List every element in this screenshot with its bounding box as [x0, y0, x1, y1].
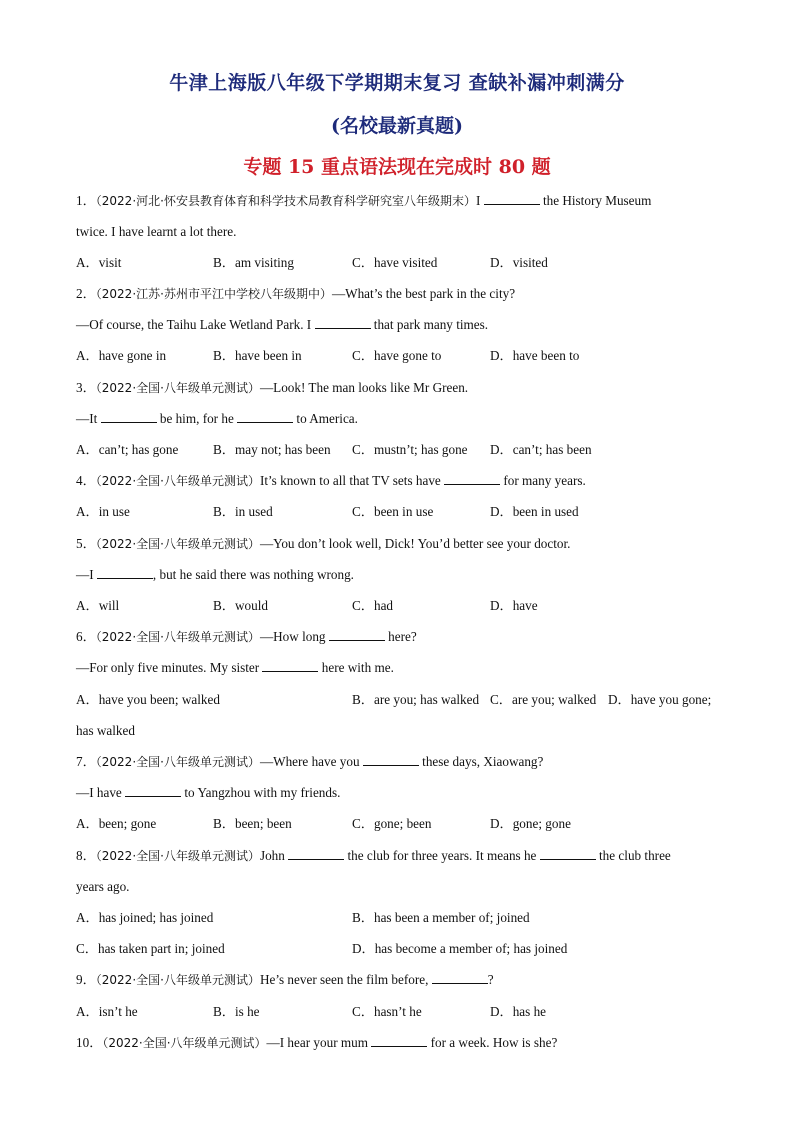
question-source: （2022·全国·八年级单元测试）: [95, 849, 260, 863]
question-text: here?: [388, 629, 417, 644]
question-2: [76, 285, 515, 303]
question-1: [76, 192, 651, 210]
question-number: 4．: [76, 473, 96, 488]
option-c: C．are you; walked: [490, 692, 597, 707]
option-b: B．in used: [213, 504, 273, 519]
question-text: —I have: [76, 785, 122, 800]
question-number: 9．: [76, 972, 96, 987]
question-3-cont: [76, 410, 358, 428]
question-6: [76, 628, 417, 646]
question-text: —What’s the best park in the city?: [331, 286, 516, 301]
question-source: （2022·全国·八年级单元测试）: [95, 474, 260, 488]
question-text: I: [475, 193, 481, 208]
topic-heading: 专题 15 重点语法现在完成时 80 题: [243, 156, 551, 178]
option-d: D．has become a member of; has joined: [352, 941, 568, 956]
document-subtitle: (名校最新真题): [331, 115, 463, 137]
option-c: C．gone; been: [352, 816, 432, 831]
option-b: B．is he: [213, 1004, 260, 1019]
question-1-cont: [76, 223, 236, 241]
answer-blank: [262, 659, 318, 672]
option-c: C．has taken part in; joined: [76, 941, 225, 956]
answer-blank: [432, 971, 488, 984]
question-7: [76, 753, 543, 771]
question-7-cont: [76, 784, 340, 802]
question-text: years ago.: [76, 879, 130, 894]
question-text: here with me.: [321, 660, 394, 675]
question-text: these days, Xiaowang?: [422, 754, 544, 769]
option-c: C．mustn’t; has gone: [352, 442, 468, 457]
question-text: —You don’t look well, Dick! You’d better see your doctor.: [259, 536, 571, 551]
option-b: B．has been a member of; joined: [352, 910, 530, 925]
question-5: [76, 535, 570, 553]
option-a: A．have gone in: [76, 348, 167, 363]
question-text: the club three: [599, 848, 671, 863]
question-text: He’s never seen the film before,: [259, 972, 429, 987]
answer-blank: [484, 192, 540, 205]
option-d: D．been in used: [490, 504, 579, 519]
question-number: 1．: [76, 193, 96, 208]
question-text: —Look! The man looks like Mr Green.: [259, 380, 469, 395]
question-text: , but he said there was nothing wrong.: [152, 567, 354, 582]
answer-blank: [101, 410, 157, 423]
answer-blank: [288, 847, 344, 860]
document-title: 牛津上海版八年级下学期期末复习 查缺补漏冲刺满分: [169, 72, 625, 94]
option-b: B．have been in: [213, 348, 302, 363]
question-text: ?: [487, 972, 494, 987]
option-d: D．have you gone;: [608, 692, 712, 707]
question-source: （2022·全国·八年级单元测试）: [95, 973, 260, 987]
question-6-cont: [76, 659, 394, 677]
option-a: A．been; gone: [76, 816, 157, 831]
question-3: [76, 379, 468, 397]
question-text: to America.: [296, 411, 358, 426]
question-number: 2．: [76, 286, 96, 301]
answer-blank: [540, 847, 596, 860]
question-text: be him, for he: [159, 411, 234, 426]
option-c: C．been in use: [352, 504, 434, 519]
option-b: B．been; been: [213, 816, 292, 831]
answer-blank: [125, 784, 181, 797]
option-a: A．can’t; has gone: [76, 442, 179, 457]
option-a: A．will: [76, 598, 120, 613]
question-8: [76, 847, 671, 865]
option-b: B．would: [213, 598, 268, 613]
question-text: for many years.: [503, 473, 586, 488]
question-text: the club for three years. It means he: [347, 848, 537, 863]
question-number: 5．: [76, 536, 96, 551]
question-source: （2022·全国·八年级单元测试）: [102, 1036, 267, 1050]
question-text: —Where have you: [259, 754, 360, 769]
option-c: C．had: [352, 598, 394, 613]
question-text: —I hear your mum: [266, 1035, 368, 1050]
answer-blank: [444, 472, 500, 485]
question-8-cont: [76, 878, 129, 896]
question-text: twice. I have learnt a lot there.: [76, 224, 237, 239]
option-b: B．are you; has walked: [352, 692, 480, 707]
question-text: the History Museum: [542, 193, 652, 208]
option-c: C．have gone to: [352, 348, 442, 363]
question-text: —I: [76, 567, 94, 582]
option-d: D．visited: [490, 255, 548, 270]
question-text: for a week. How is she?: [430, 1035, 558, 1050]
option-c: C．hasn’t he: [352, 1004, 422, 1019]
option-a: A．isn’t he: [76, 1004, 138, 1019]
question-source: （2022·全国·八年级单元测试）: [95, 537, 260, 551]
answer-blank: [315, 316, 371, 329]
question-text: to Yangzhou with my friends.: [184, 785, 341, 800]
answer-blank: [363, 753, 419, 766]
question-number: 10．: [76, 1035, 103, 1050]
option-a: A．visit: [76, 255, 122, 270]
option-d: D．has he: [490, 1004, 547, 1019]
option-d-cont: has walked: [76, 723, 135, 738]
question-text: —It: [76, 411, 98, 426]
question-2-cont: [76, 316, 488, 334]
option-b: B．may not; has been: [213, 442, 331, 457]
option-d: D．gone; gone: [490, 816, 571, 831]
question-text: It’s known to all that TV sets have: [259, 473, 441, 488]
question-10: [76, 1034, 557, 1052]
option-a: A．have you been; walked: [76, 692, 220, 707]
option-d: D．have: [490, 598, 538, 613]
question-number: 8．: [76, 848, 96, 863]
question-text: that park many times.: [373, 317, 489, 332]
question-source: （2022·河北·怀安县教育体育和科学技术局教育科学研究室八年级期末）: [95, 194, 476, 208]
question-source: （2022·全国·八年级单元测试）: [95, 381, 260, 395]
question-4: [76, 472, 586, 490]
option-d: D．can’t; has been: [490, 442, 592, 457]
option-d: D．have been to: [490, 348, 580, 363]
question-source: （2022·江苏·苏州市平江中学校八年级期中）: [95, 287, 332, 301]
question-number: 7．: [76, 754, 96, 769]
question-text: —How long: [259, 629, 326, 644]
option-b: B．am visiting: [213, 255, 294, 270]
answer-blank: [237, 410, 293, 423]
question-5-cont: [76, 566, 354, 584]
question-source: （2022·全国·八年级单元测试）: [95, 630, 260, 644]
question-number: 3．: [76, 380, 96, 395]
answer-blank: [329, 628, 385, 641]
question-source: （2022·全国·八年级单元测试）: [95, 755, 260, 769]
answer-blank: [97, 566, 153, 579]
question-text: —Of course, the Taihu Lake Wetland Park. I: [76, 317, 312, 332]
option-c: C．have visited: [352, 255, 438, 270]
option-a: A．has joined; has joined: [76, 910, 214, 925]
answer-blank: [371, 1034, 427, 1047]
question-text: John: [259, 848, 285, 863]
option-a: A．in use: [76, 504, 130, 519]
question-text: —For only five minutes. My sister: [76, 660, 260, 675]
question-number: 6．: [76, 629, 96, 644]
question-9: [76, 971, 494, 989]
